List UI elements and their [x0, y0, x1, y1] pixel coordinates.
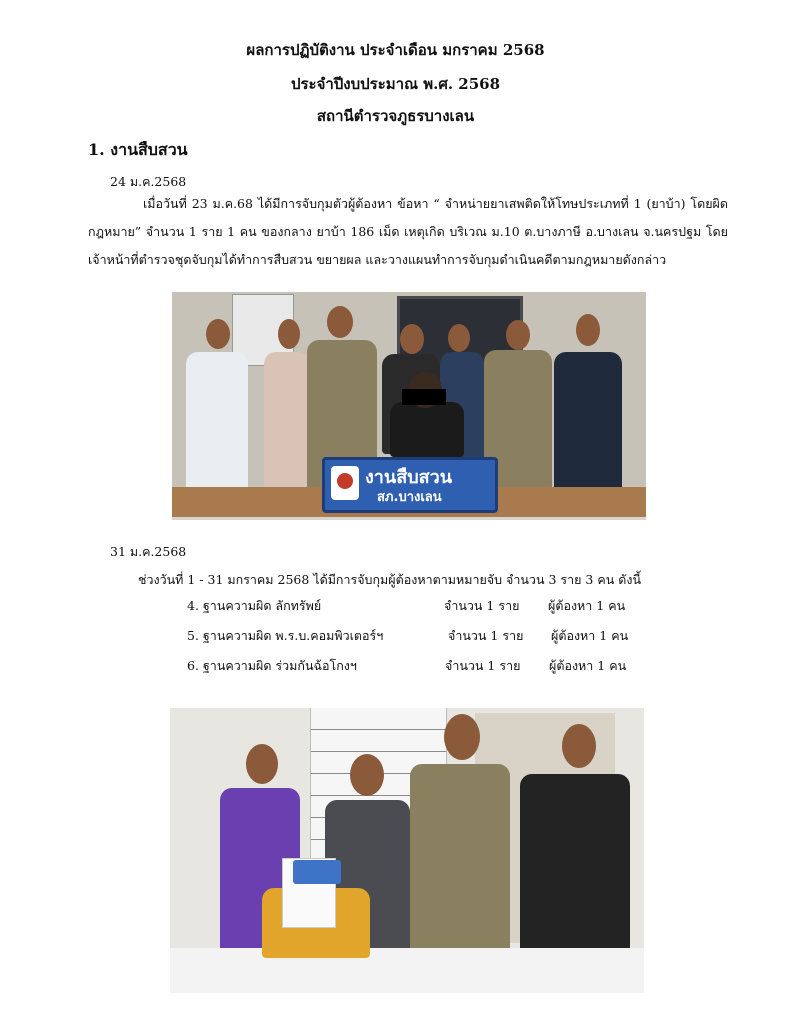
photo1-suspect [390, 402, 464, 457]
offense-row-3 [0, 657, 791, 675]
photo1-head-1 [206, 319, 230, 349]
photo1-head-5 [448, 324, 470, 352]
police-badge-icon [331, 466, 359, 500]
photo1-head-7 [576, 314, 600, 346]
photo1-head-4 [400, 324, 424, 354]
photo1-head-6 [506, 320, 530, 350]
photo1-person-2 [264, 352, 310, 492]
arrest-photo-2 [170, 708, 644, 993]
photo2-head-1 [246, 744, 278, 784]
section-heading: 1. งานสืบสวน [88, 140, 188, 159]
page-title-line3: สถานีตำรวจภูธรบางเลน [316, 107, 475, 125]
offense-row-2 [0, 627, 791, 645]
offense-label: 6. ฐานความผิด ร่วมกันฉ้อโกงฯ [187, 658, 357, 673]
photo1-sign [322, 457, 498, 513]
offense-count: จำนวน 1 ราย [445, 658, 521, 673]
offense-label: 5. ฐานความผิด พ.ร.บ.คอมพิวเตอร์ฯ [187, 628, 384, 643]
entry2-summary: ช่วงวันที่ 1 - 31 มกราคม 2568 ได้มีการจับกุมผู้ต้องหาตามหมายจับ จำนวน 3 ราย 3 คน ดังนี้ [138, 572, 641, 587]
arrest-photo-1 [172, 292, 646, 520]
photo1-person-1 [186, 352, 248, 492]
entry2-date: 31 ม.ค.2568 [110, 544, 187, 559]
photo2-head-3 [444, 714, 480, 760]
photo1-censor-bar [402, 389, 446, 405]
photo1-head-3 [327, 306, 353, 338]
page-title-line1: ผลการปฏิบัติงาน ประจำเดือน มกราคม 2568 [246, 41, 545, 59]
offense-persons: ผู้ต้องหา 1 คน [551, 628, 629, 643]
entry1-date: 24 ม.ค.2568 [110, 174, 187, 189]
offense-row-1 [0, 597, 791, 615]
page-title-line2: ประจำปีงบประมาณ พ.ศ. 2568 [290, 75, 501, 93]
photo1-head-2 [278, 319, 300, 349]
offense-label: 4. ฐานความผิด ลักทรัพย์ [187, 598, 322, 613]
offense-persons: ผู้ต้องหา 1 คน [548, 598, 626, 613]
photo2-head-4 [562, 724, 596, 768]
photo2-desk [170, 948, 644, 993]
photo1-person-7 [554, 352, 622, 492]
entry1-paragraph-text: เมื่อวันที่ 23 ม.ค.68 ได้มีการจับกุมตัวผู้ต้องหา ข้อหา “ จำหน่ายยาเสพติดให้โทษประเภทที่ 1 (ยาบ้า) โดยผิดกฎหมาย” จำนวน 1 ราย 1 คน ของกลาง ยาบ้า 186 เม็ด เหตุเกิด บริเวณ ม.10 ต.บางภาษี อ.บางเลน จ.นครปฐม โดยเจ้าหน้าที่ตำรวจชุดจับกุมได้ทำการสืบสวน ขยายผล และวางแผนทำการจับกุมดำเนินคดีตามกฎหมายดังกล่าว [88, 196, 728, 267]
photo1-sign-subtitle: สภ.บางเลน [377, 490, 442, 505]
offense-count: จำนวน 1 ราย [448, 628, 524, 643]
offense-count: จำนวน 1 ราย [444, 598, 520, 613]
entry1-paragraph [88, 190, 728, 274]
photo1-sign-title: งานสืบสวน [365, 467, 453, 488]
photo2-censor-rect [293, 860, 341, 884]
photo2-head-2 [350, 754, 384, 796]
offense-persons: ผู้ต้องหา 1 คน [549, 658, 627, 673]
